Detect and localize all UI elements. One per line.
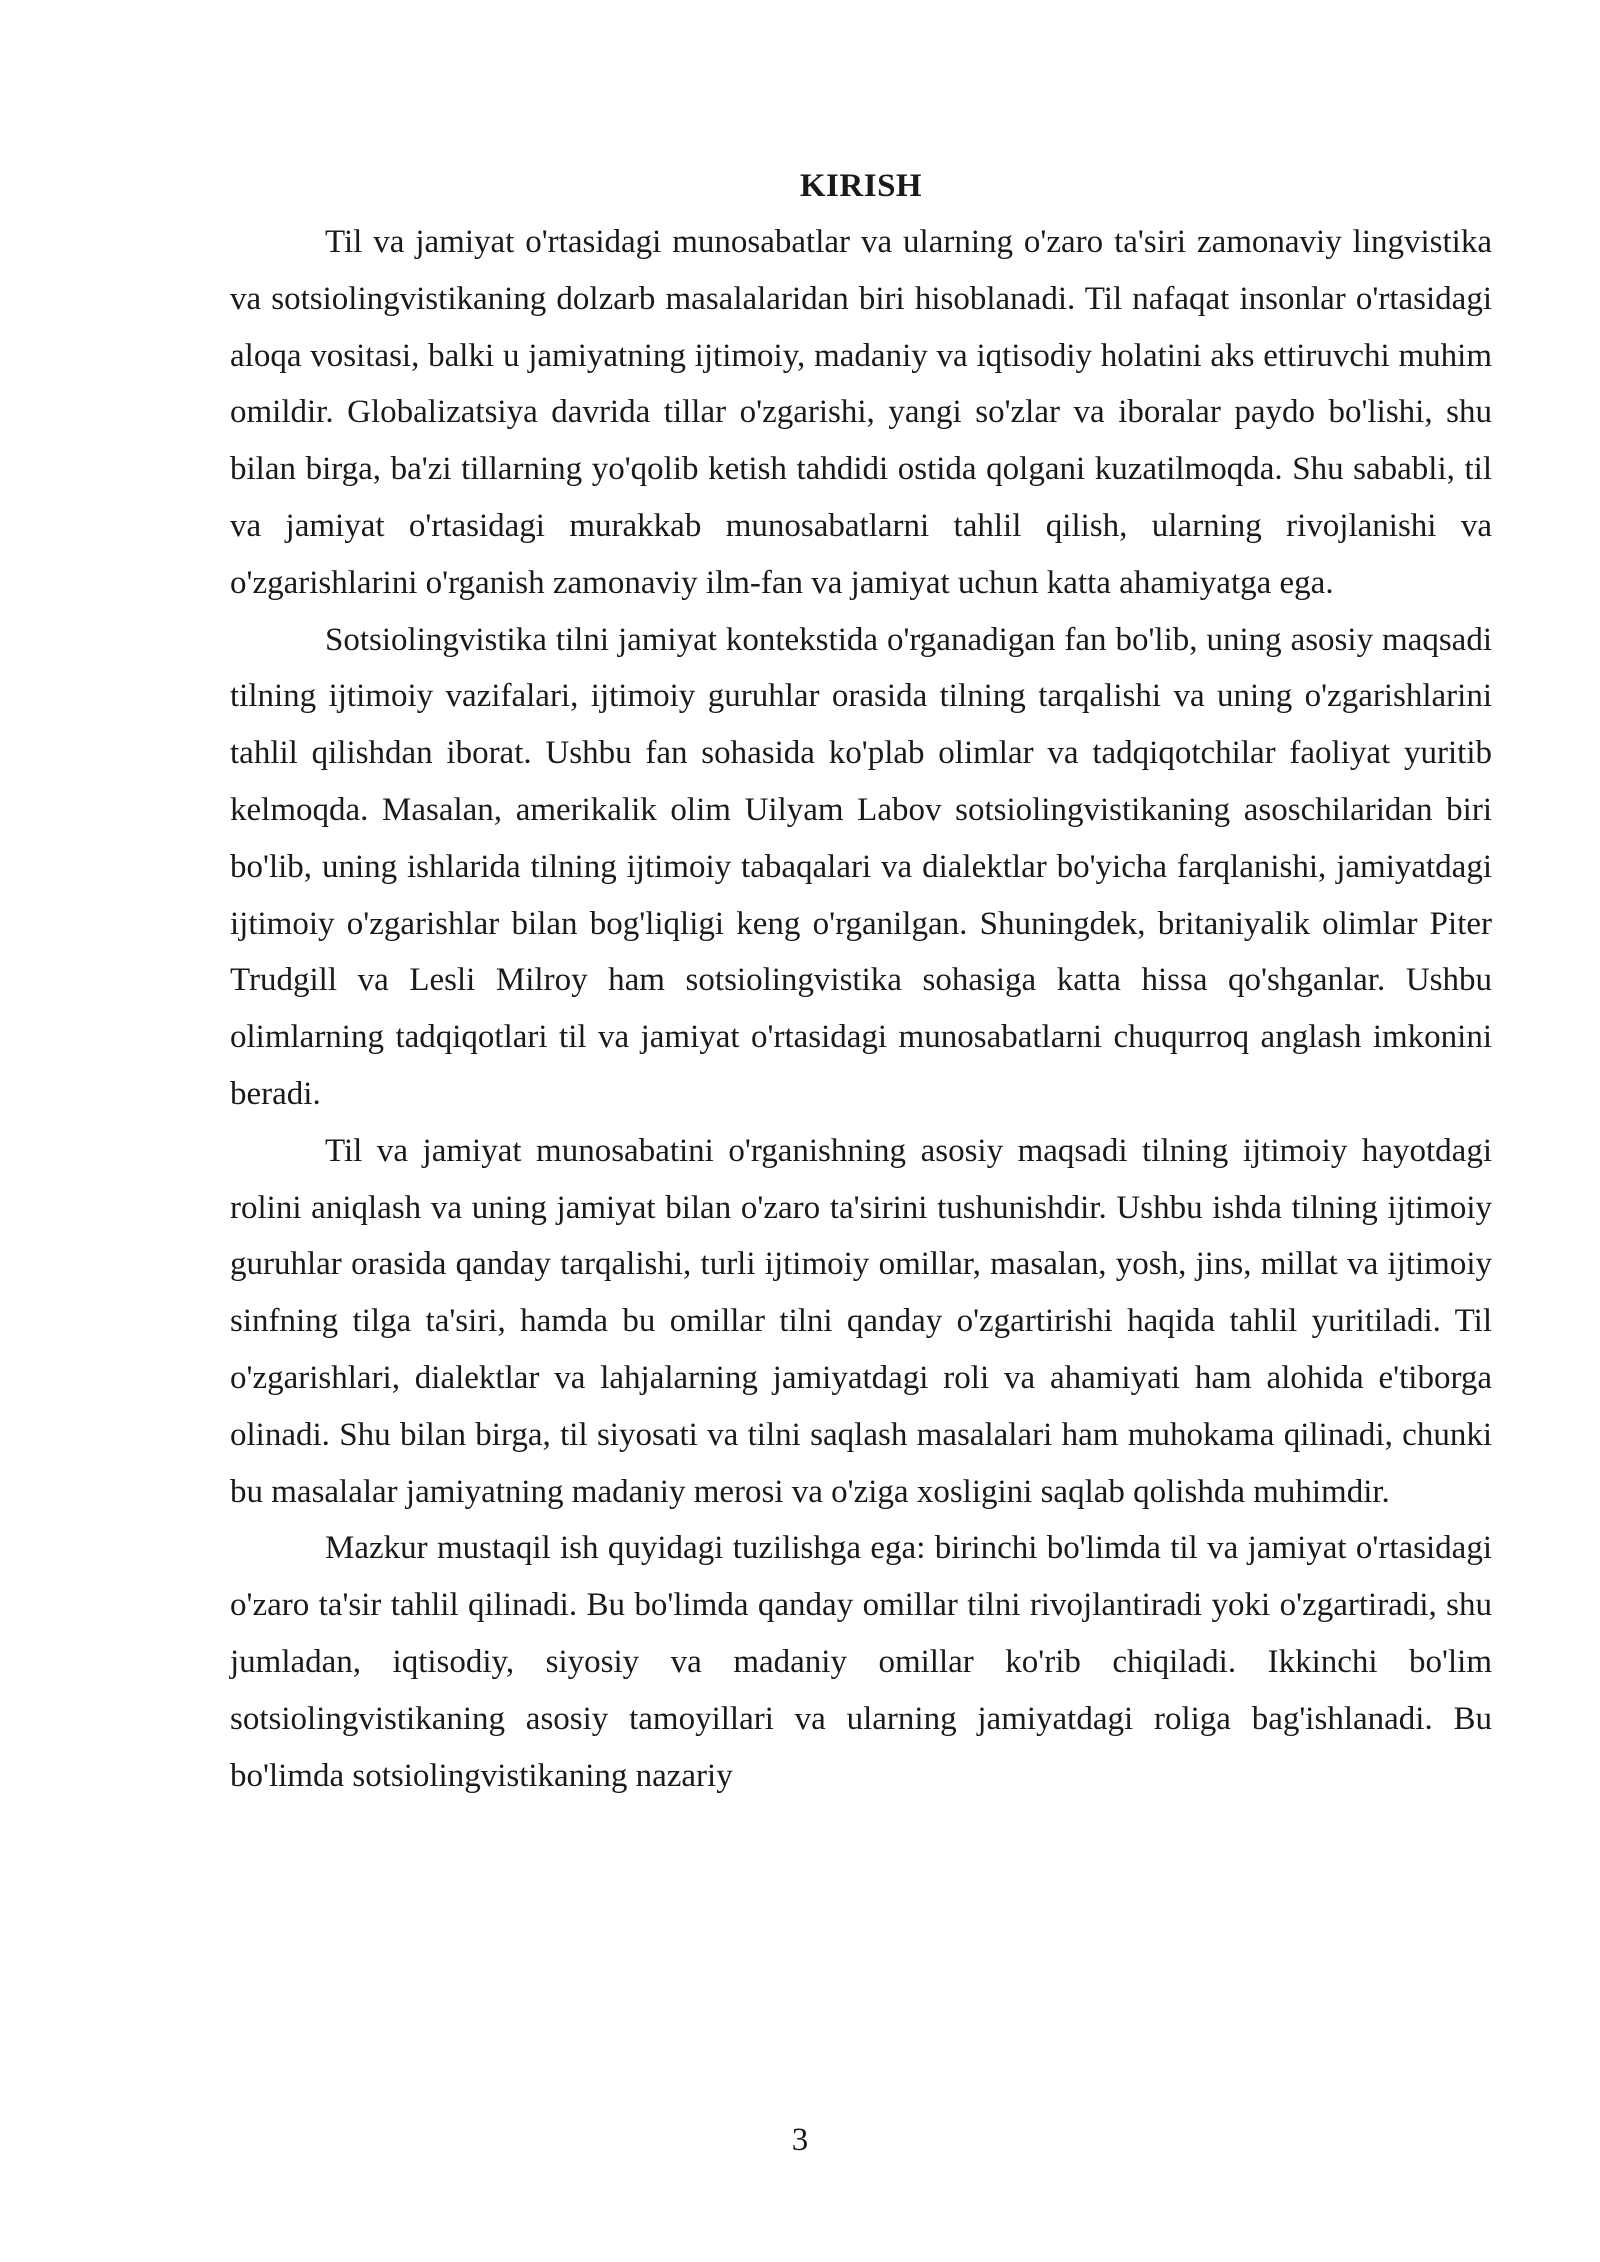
page-body — [230, 158, 1492, 1804]
page-number: 3 — [791, 2122, 809, 2158]
paragraph-introduction: Til va jamiyat o'rtasidagi munosabatlar va ularning o'zaro ta'siri zamonaviy lingvistika va sotsiolingvistikaning dolzarb masalalaridan biri hisoblanadi. Til nafaqat insonlar o'rtasidagi aloqa vositasi, balki u jamiyatning ijtimoiy, madaniy va iqtisodiy holatini aks ettiruvchi muhim omildir. Globalizatsiya davrida tillar o'zgarishi, yangi so'zlar va iboralar paydo bo'lishi, shu bilan birga, ba'zi tillarning yo'qolib ketish tahdidi ostida qolgani kuzatilmoqda. Shu sababli, til va jamiyat o'rtasidagi murakkab munosabatlarni tahlil qilish, ularning rivojlanishi va o'zgarishlarini o'rganish zamonaviy ilm-fan va jamiyat uchun katta ahamiyatga ega. — [230, 224, 1492, 601]
paragraph-sociolinguistics: Sotsiolingvistika tilni jamiyat kontekstida o'rganadigan fan bo'lib, uning asosiy maqsadi tilning ijtimoiy vazifalari, ijtimoiy guruhlar orasida tilning tarqalishi va uning o'zgarishlarini tahlil qilishdan iborat. Ushbu fan sohasida ko'plab olimlar va tadqiqotchilar faoliyat yuritib kelmoqda. Masalan, amerikalik olim Uilyam Labov sotsiolingvistikaning asoschilaridan biri bo'lib, uning ishlarida tilning ijtimoiy tabaqalari va dialektlar bo'yicha farqlanishi, jamiyatdagi ijtimoiy o'zgarishlar bilan bog'liqligi keng o'rganilgan. Shuningdek, britaniyalik olimlar Piter Trudgill va Lesli Milroy ham sotsiolingvistika sohasiga katta hissa qo'shganlar. Ushbu olimlarning tadqiqotlari til va jamiyat o'rtasidagi munosabatlarni chuqurroq anglash imkonini beradi. — [230, 621, 1492, 1112]
paragraph-research-goal: Til va jamiyat munosabatini o'rganishning asosiy maqsadi tilning ijtimoiy hayotdagi rolini aniqlash va uning jamiyat bilan o'zaro ta'sirini tushunishdir. Ushbu ishda tilning ijtimoiy guruhlar orasida qanday tarqalishi, turli ijtimoiy omillar, masalan, yosh, jins, millat va ijtimoiy sinfning tilga ta'siri, hamda bu omillar tilni qanday o'zgartirishi haqida tahlil yuritiladi. Til o'zgarishlari, dialektlar va lahjalarning jamiyatdagi roli va ahamiyati ham alohida e'tiborga olinadi. Shu bilan birga, til siyosati va tilni saqlash masalalari ham muhokama qilinadi, chunki bu masalalar jamiyatning madaniy merosi va o'ziga xosligini saqlab qolishda muhimdir. — [230, 1132, 1492, 1510]
paragraph-structure: Mazkur mustaqil ish quyidagi tuzilishga ega: birinchi bo'limda til va jamiyat o'rtasidagi o'zaro ta'sir tahlil qilinadi. Bu bo'limda qanday omillar tilni rivojlantiradi yoki o'zgartiradi, shu jumladan, iqtisodiy, siyosiy va madaniy omillar ko'rib chiqiladi. Ikkinchi bo'lim sotsiolingvistikaning asosiy tamoyillari va ularning jamiyatdagi roliga bag'ishlanadi. Bu bo'limda sotsiolingvistikaning nazariy — [230, 1530, 1492, 1794]
page-title: KIRISH — [799, 168, 923, 204]
